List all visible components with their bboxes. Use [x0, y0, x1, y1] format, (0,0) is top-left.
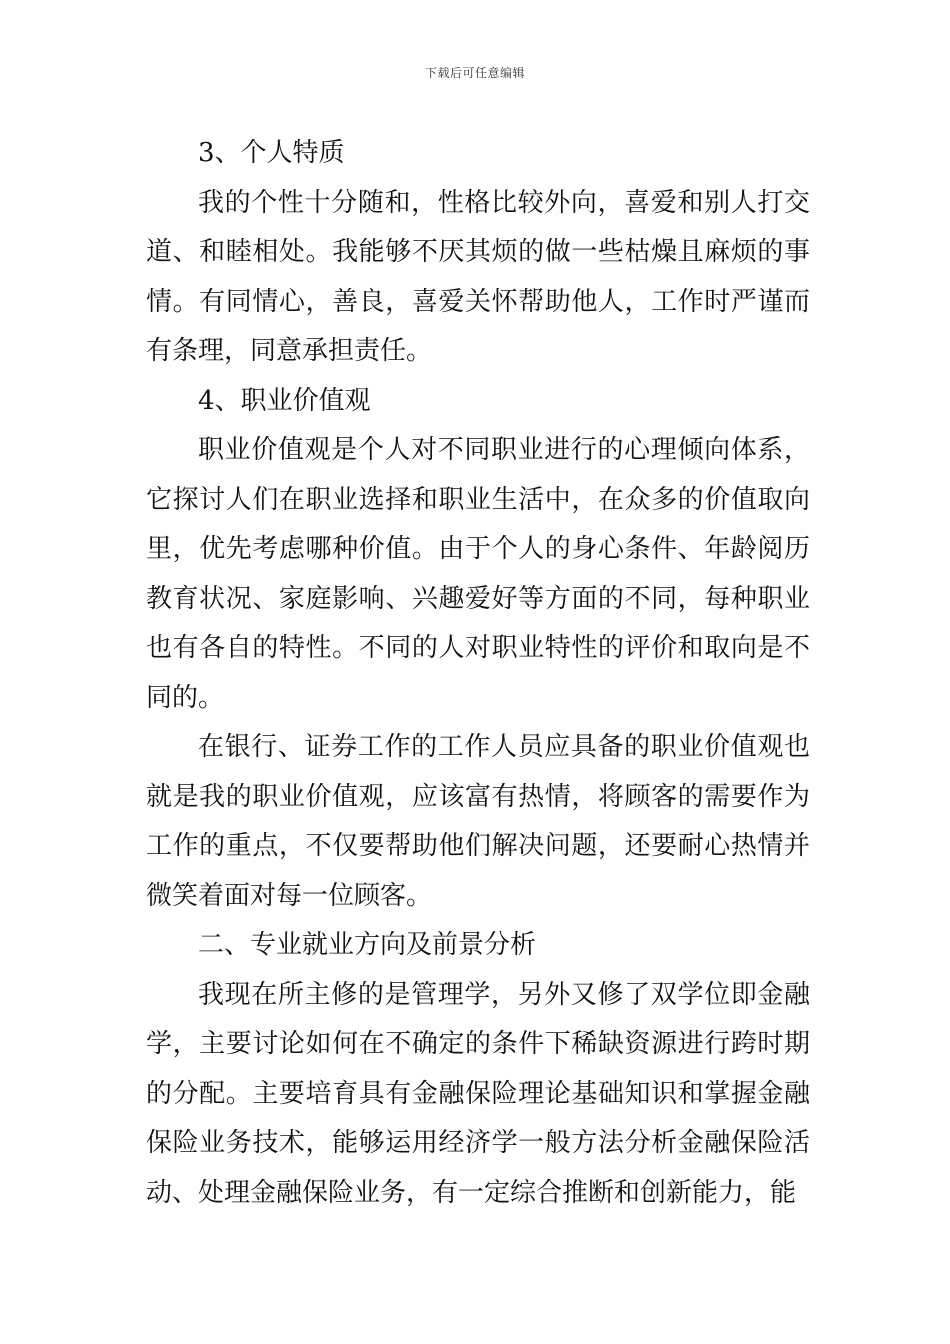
- document-body: [146, 129, 810, 1218]
- paragraph-career-values-definition: 职业价值观是个人对不同职业进行的心理倾向体系，它探讨人们在职业选择和职业生活中，在众多的价值取向里，优先考虑哪种价值。由于个人的身心条件、年龄阅历教育状况、家庭影响、兴趣爱好等方面的不同，每种职业也有各自的特性。不同的人对职业特性的评价和取向是不同的。: [146, 435, 810, 713]
- paragraph-career-values-banking: 在银行、证券工作的工作人员应具备的职业价值观也就是我的职业价值观，应该富有热情，将顾客的需要作为工作的重点，不仅要帮助他们解决问题，还要耐心热情并微笑着面对每一位顾客。: [146, 732, 810, 911]
- paragraph-major-description: 我现在所主修的是管理学，另外又修了双学位即金融学，主要讨论如何在不确定的条件下稀缺资源进行跨时期的分配。主要培育具有金融保险理论基础知识和掌握金融保险业务技术，能够运用经济学一般方法分析金融保险活动、处理金融保险业务，有一定综合推断和创新能力，能: [146, 979, 810, 1208]
- page-header: 下载后可任意编辑: [424, 66, 525, 80]
- heading-personal-traits: 3、个人特质: [198, 138, 345, 168]
- heading-career-values: 4、职业价值观: [198, 385, 371, 416]
- paragraph-personal-traits: 我的个性十分随和，性格比较外向，喜爱和别人打交道、和睦相处。我能够不厌其烦的做一些枯燥且麻烦的事情。有同情心，善良，喜爱关怀帮助他人，工作时严谨而有条理，同意承担责任。: [146, 187, 810, 366]
- heading-employment-direction: 二、专业就业方向及前景分析: [198, 930, 537, 960]
